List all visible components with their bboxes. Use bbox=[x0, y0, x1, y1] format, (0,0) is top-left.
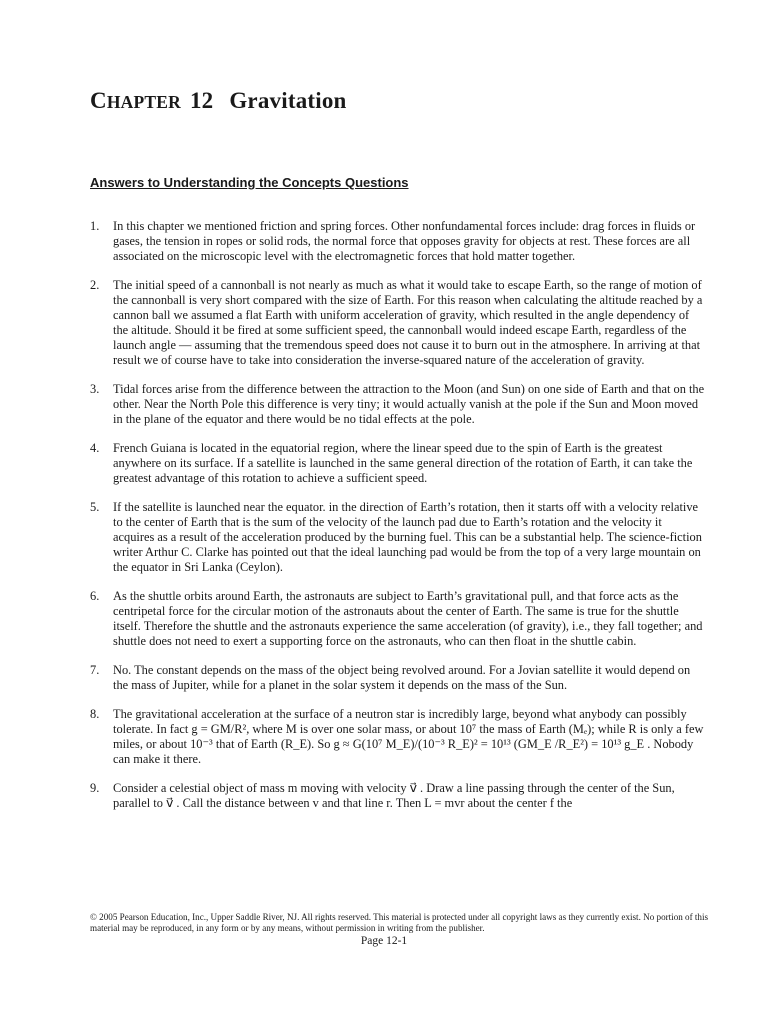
answer-text: No. The constant depends on the mass of the object being revolved around. For a Jovian satellite it would depend on the mass of Jupiter, while for a planet in the solar system it depends on the mass of the Sun. bbox=[113, 663, 691, 692]
answer-text: The gravitational acceleration at the surface of a neutron star is incredibly large, beyond what anybody can possibly tolerate. In fact g = GM/R², where M is over one solar mass, or about 10⁷ the mass of Earth (Mₑ); while R is only a few miles, or about 10⁻³ that of Earth (R_E). So g ≈ G(10⁷ M_E)/(10⁻³ R_E)² = 10¹³ (GM_E /R_E²) = 10¹³ g_E . Nobody can make it there. bbox=[113, 707, 704, 766]
answer-number: 5. bbox=[90, 500, 100, 514]
answer-number: 7. bbox=[90, 663, 100, 677]
answer-item bbox=[90, 278, 706, 368]
chapter-number: 12 bbox=[189, 88, 214, 113]
answer-number: 2. bbox=[90, 278, 100, 292]
chapter-word-rest: HAPTER bbox=[106, 92, 181, 112]
answer-text: The initial speed of a cannonball is not nearly as much as what it would take to escape Earth, so the range of motion of the cannonball is very short compared with the size of Earth. For this reason when calculating the altitude reached by a cannon ball we assumed a flat Earth with uniform acceleration of gravity, which resulted in the angle dependency of the altitude. Should it be fired at some sufficient speed, the cannonball would indeed escape Earth, regardless of the launch angle — assuming that the tremendous speed does not cause it to burn out in the atmosphere. In arriving at that result we of course have to take into consideration the inverse-squared nature of the acceleration of gravity. bbox=[113, 278, 703, 367]
answer-text: As the shuttle orbits around Earth, the astronauts are subject to Earth’s gravitational pull, and that force acts as the centripetal force for the circular motion of the astronauts about the center of Earth. The same is true for the shuttle itself. Therefore the shuttle and the astronauts experience the same acceleration (of gravity), i.e., they fall together; and shuttle does not need to exert a supporting force on the astronauts, who can then float in the shuttle cabin. bbox=[113, 589, 703, 648]
answer-item bbox=[90, 500, 706, 575]
answer-item bbox=[90, 707, 706, 767]
answer-item bbox=[90, 663, 706, 693]
answers-list bbox=[90, 219, 706, 811]
answer-text: If the satellite is launched near the equator. in the direction of Earth’s rotation, then it starts off with a velocity relative to the center of Earth that is the sum of the velocity of the launch pad due to Earth’s rotation and the velocity it acquires as a result of the acceleration produced by the burning fuel. This can be a substantial help. The science-fiction writer Arthur C. Clarke has pointed out that the ideal launching pad would be from the top of a very large mountain on the equator in Sri Lanka (Ceylon). bbox=[113, 500, 702, 574]
answer-number: 4. bbox=[90, 441, 100, 455]
answer-number: 6. bbox=[90, 589, 100, 603]
section-heading: Answers to Understanding the Concepts Questions bbox=[90, 175, 409, 190]
answer-number: 9. bbox=[90, 781, 100, 795]
answer-number: 3. bbox=[90, 382, 100, 396]
answer-text: French Guiana is located in the equatorial region, where the linear speed due to the spin of Earth is the greatest anywhere on its surface. If a satellite is launched in the same general direction of the rotation of Earth, it can take the greatest advantage of this rotation to achieve a sufficient speed. bbox=[113, 441, 693, 485]
answer-number: 1. bbox=[90, 219, 100, 233]
answer-item bbox=[90, 781, 706, 811]
answer-item bbox=[90, 219, 706, 264]
chapter-title bbox=[90, 88, 347, 114]
answer-item bbox=[90, 382, 706, 427]
answer-text: Consider a celestial object of mass m moving with velocity v⃗ . Draw a line passing through the center of the Sun, parallel to v⃗ . Call the distance between v and that line r. Then L = mvr about the center f the bbox=[113, 781, 675, 810]
answer-text: In this chapter we mentioned friction and spring forces. Other nonfundamental forces include: drag forces in fluids or gases, the tension in ropes or solid rods, the normal force that opposes gravity for objects at rest. These forces are all associated on the microscopic level with the electromagnetic forces that hold matter together. bbox=[113, 219, 696, 263]
answer-item bbox=[90, 589, 706, 649]
chapter-name: Gravitation bbox=[229, 88, 347, 113]
footer-copyright: © 2005 Pearson Education, Inc., Upper Saddle River, NJ. All rights reserved. This material is protected under all copyright laws as they currently exist. No portion of this material may be reproduced, in any form or by any means, without permission in writing from the publisher. bbox=[90, 912, 709, 933]
answer-number: 8. bbox=[90, 707, 100, 721]
chapter-word-initial: C bbox=[90, 88, 107, 113]
answer-text: Tidal forces arise from the difference between the attraction to the Moon (and Sun) on one side of Earth and that on the other. Near the North Pole this difference is very tiny; it would actually vanish at the pole if the Sun and Moon moved in the plane of the equator and there would be no tidal effects at the pole. bbox=[113, 382, 705, 426]
page-number: Page 12-1 bbox=[360, 935, 408, 947]
answer-item bbox=[90, 441, 706, 486]
